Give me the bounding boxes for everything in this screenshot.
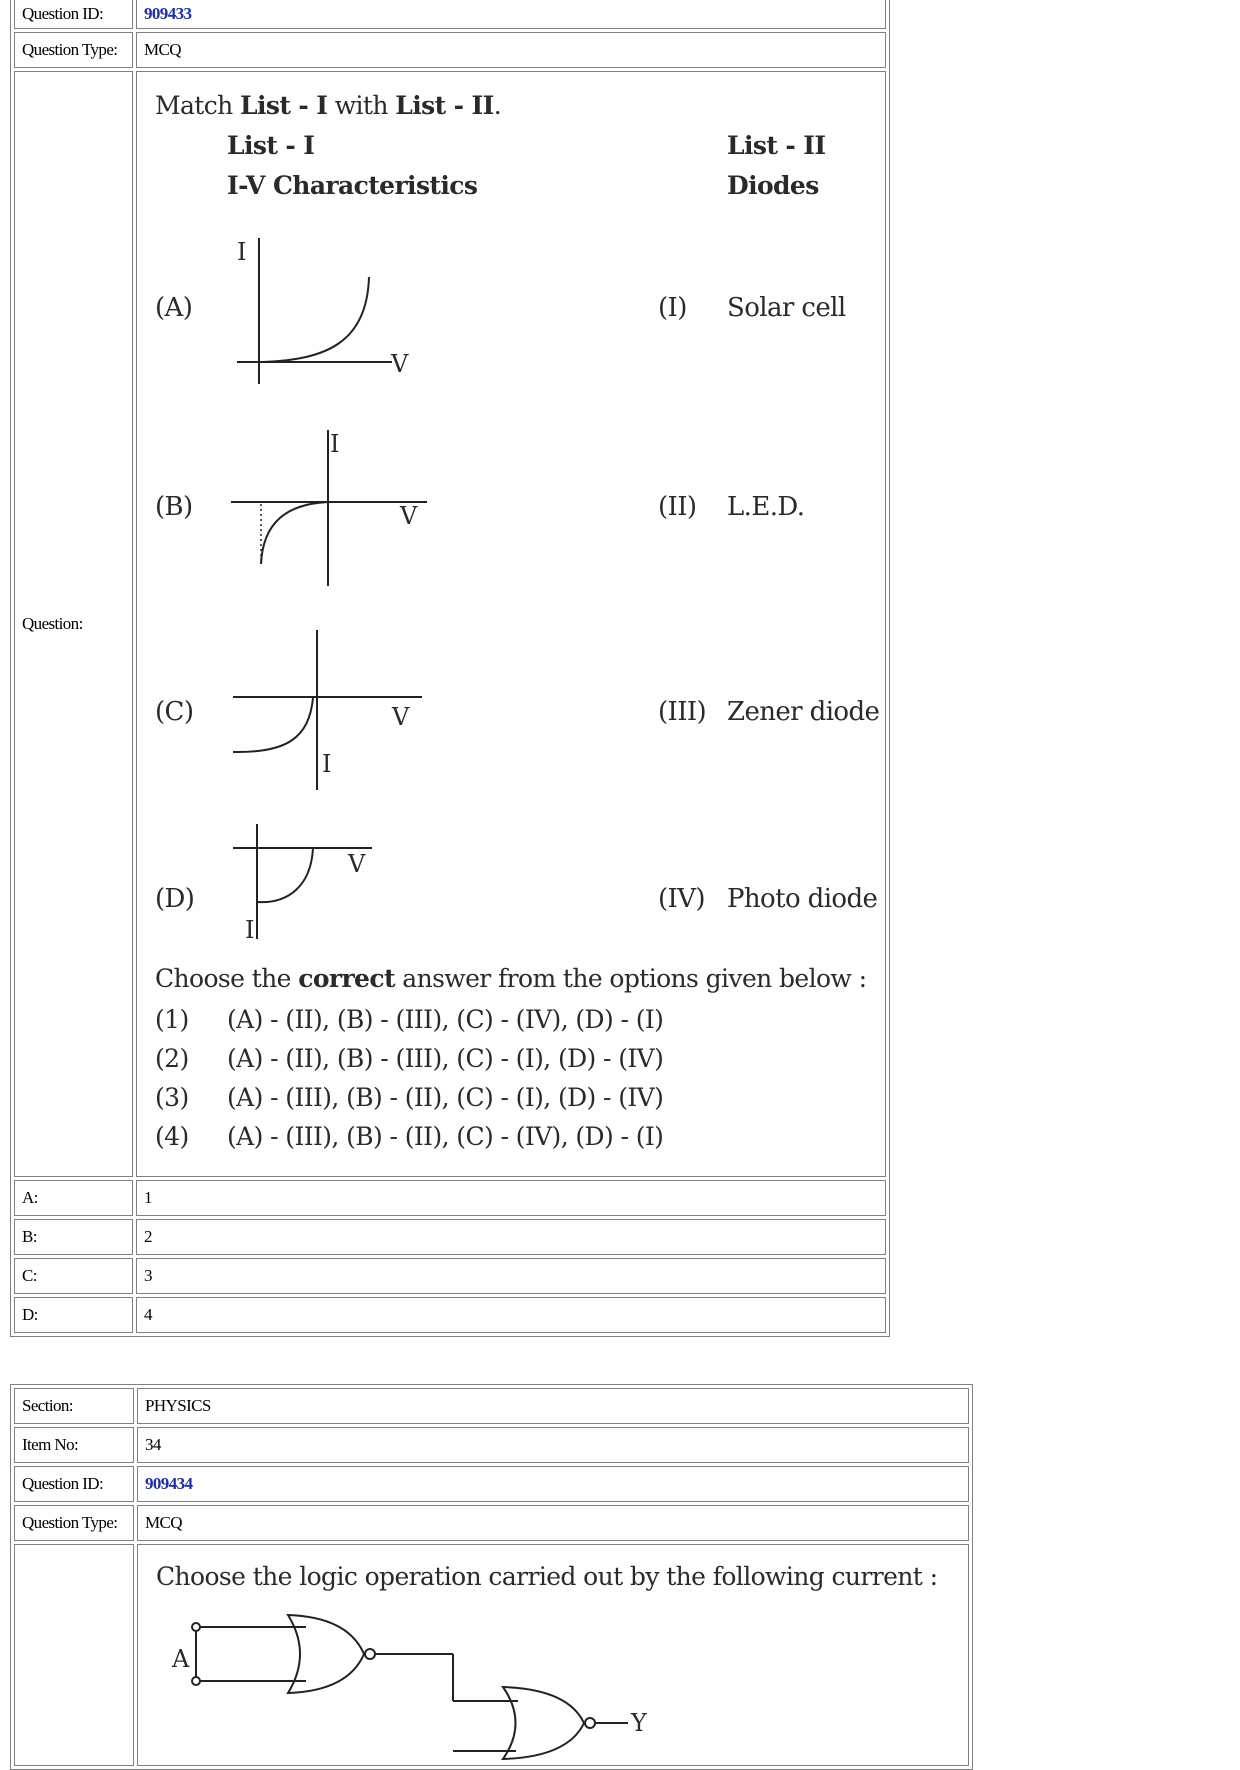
list1-subheading: I-V Characteristics (227, 171, 478, 200)
item-iii-num: (III) (658, 697, 707, 727)
item-iv-name: Photo diode (727, 884, 878, 914)
item-ii-num: (II) (658, 492, 697, 522)
item-i-name: Solar cell (727, 293, 846, 323)
answer-c-label: C: (14, 1258, 133, 1294)
graph-b-i-label: I (330, 430, 339, 458)
nor-gate-1 (192, 1615, 518, 1701)
question-label-cell (14, 1544, 134, 1766)
option-4-num: (4) (155, 1122, 189, 1151)
question-table-909433 (10, 0, 890, 1337)
graph-b-v-label: V (400, 502, 417, 530)
item-ii-name: L.E.D. (727, 492, 805, 522)
item-no-label: Item No: (14, 1427, 134, 1463)
answer-d-label: D: (14, 1297, 133, 1333)
option-1-num: (1) (155, 1005, 189, 1034)
item-iii-name: Zener diode (727, 697, 880, 727)
graph-d-v-label: V (348, 850, 365, 878)
answer-b-label: B: (14, 1219, 133, 1255)
answer-c-value: 3 (136, 1258, 886, 1294)
answer-a-label: A: (14, 1180, 133, 1216)
question-type-value: MCQ (136, 32, 886, 68)
option-3-text: (A) - (III), (B) - (II), (C) - (I), (D) - (IV) (227, 1083, 664, 1112)
item-iv-num: (IV) (658, 884, 705, 914)
section-label: Section: (14, 1388, 134, 1424)
nor-gate-2 (453, 1687, 628, 1759)
question-id-value: 909433 (136, 0, 886, 29)
question-body (136, 71, 886, 1177)
logic-circuit-figure (138, 1545, 968, 1765)
choose-instruction: Choose the correct answer from the options given below : (155, 964, 867, 993)
answer-a-value: 1 (136, 1180, 886, 1216)
question-type-label: Question Type: (14, 1505, 134, 1541)
question-figure (137, 72, 885, 1176)
input-a-label: A (172, 1645, 189, 1673)
output-y-label: Y (631, 1709, 647, 1737)
question-id-label: Question ID: (14, 0, 133, 29)
option-3-num: (3) (155, 1083, 189, 1112)
graph-b (231, 430, 427, 586)
list2-subheading: Diodes (727, 171, 819, 200)
graph-a (237, 238, 392, 384)
answer-b-value: 2 (136, 1219, 886, 1255)
graph-c-v-label: V (392, 703, 409, 731)
option-2-num: (2) (155, 1044, 189, 1073)
list1-heading: List - I (227, 131, 315, 160)
graph-a-v-label: V (391, 350, 408, 378)
question-type-label: Question Type: (14, 32, 133, 68)
prompt-text: Match List - I with List - II. (155, 91, 502, 120)
item-a-label: (A) (155, 293, 193, 323)
question-id-label: Question ID: (14, 1466, 134, 1502)
question-label: Question: (14, 71, 133, 1177)
item-c-label: (C) (155, 697, 194, 727)
item-b-label: (B) (155, 492, 193, 522)
question-body (137, 1544, 969, 1766)
question-table-909434 (10, 1384, 973, 1770)
question-id-value: 909434 (137, 1466, 969, 1502)
option-1-text: (A) - (II), (B) - (III), (C) - (IV), (D) - (I) (227, 1005, 664, 1034)
item-no-value: 34 (137, 1427, 969, 1463)
graph-c-i-label: I (322, 750, 331, 778)
graph-d-i-label: I (245, 916, 254, 944)
option-4-text: (A) - (III), (B) - (II), (C) - (IV), (D) - (I) (227, 1122, 664, 1151)
graph-a-i-label: I (237, 238, 246, 266)
section-value: PHYSICS (137, 1388, 969, 1424)
option-2-text: (A) - (II), (B) - (III), (C) - (I), (D) - (IV) (227, 1044, 664, 1073)
answer-d-value: 4 (136, 1297, 886, 1333)
item-i-num: (I) (658, 293, 687, 323)
list2-heading: List - II (727, 131, 826, 160)
item-d-label: (D) (155, 884, 195, 914)
question-type-value: MCQ (137, 1505, 969, 1541)
prompt-text: Choose the logic operation carried out by the following current : (156, 1562, 938, 1591)
